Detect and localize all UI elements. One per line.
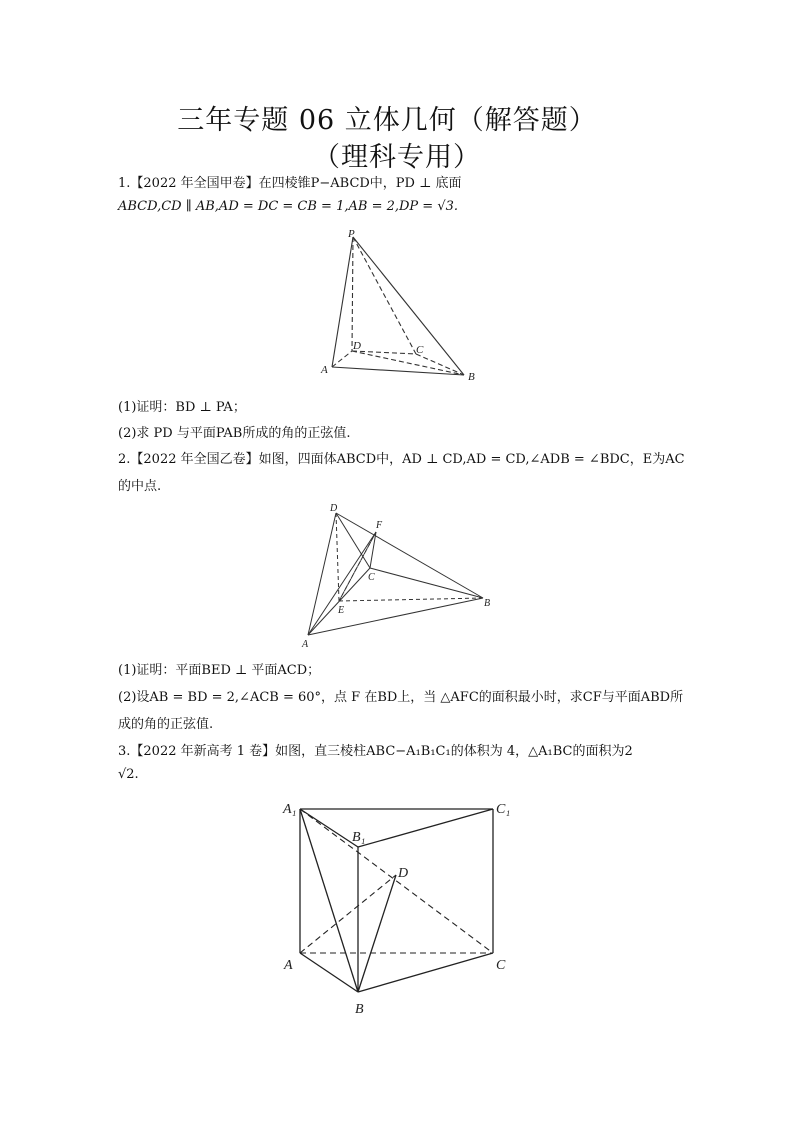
q3-stem-line1: 3.【2022 年新高考 1 卷】如图，直三棱柱ABC−A₁B₁C₁的体积为 4，△A₁BC的面积为2 xyxy=(118,744,633,759)
q2-stem-line2: 的中点. xyxy=(118,479,162,494)
q2-sub1: (1)证明：平面BED ⊥ 平面ACD； xyxy=(118,663,321,678)
label-B: B xyxy=(484,598,491,609)
edge-A1C xyxy=(300,809,493,953)
edge-CB xyxy=(370,568,483,598)
edge-AB xyxy=(332,367,464,375)
label-B: B xyxy=(468,371,475,383)
q3-prism-figure xyxy=(278,795,528,1020)
label-C1: C₁ xyxy=(496,802,511,817)
q1-stem-line1: 1.【2022 年全国甲卷】在四棱锥P−ABCD中，PD ⊥ 底面 xyxy=(118,176,462,191)
edge-PC xyxy=(353,237,416,354)
q3-stem-line2: √2. xyxy=(118,767,139,782)
label-C: C xyxy=(496,958,506,973)
label-D: D xyxy=(398,866,409,881)
edge-AF xyxy=(308,532,376,635)
label-F: F xyxy=(376,520,383,531)
label-C: C xyxy=(416,344,424,356)
label-A: A xyxy=(302,639,309,650)
edge-AB xyxy=(300,953,358,992)
edge-DE xyxy=(336,513,339,601)
edge-A1B xyxy=(300,809,358,992)
edge-AD xyxy=(332,351,352,367)
label-A1: A₁ xyxy=(283,802,297,817)
edge-EB xyxy=(339,598,483,601)
edge-BD xyxy=(358,875,396,992)
edge-DB xyxy=(336,513,483,598)
q1-pyramid-figure xyxy=(318,225,484,383)
edge-AD xyxy=(300,875,396,953)
label-D: D xyxy=(353,340,361,352)
edge-CD xyxy=(336,513,370,568)
q1-sub1: (1)证明：BD ⊥ PA； xyxy=(118,400,246,415)
edge-B1C1 xyxy=(358,809,493,847)
q2-sub2-cont: 成的角的正弦值. xyxy=(118,717,214,732)
edge-PA xyxy=(332,237,353,367)
label-B: B xyxy=(355,1002,364,1017)
label-C: C xyxy=(368,572,375,583)
q2-stem-line1: 2.【2022 年全国乙卷】如图，四面体ABCD中，AD ⊥ CD,AD = CD,∠ADB = ∠BDC，E为AC xyxy=(118,452,685,467)
label-P: P xyxy=(348,228,355,240)
q2-tetrahedron-figure xyxy=(298,498,498,650)
edge-BC xyxy=(358,953,493,992)
label-B1: B₁ xyxy=(352,830,366,845)
edge-CA xyxy=(308,568,370,635)
label-D: D xyxy=(330,503,338,514)
edge-A1B1 xyxy=(300,809,358,847)
edge-DA xyxy=(308,513,336,635)
label-E: E xyxy=(338,605,345,616)
edge-PD xyxy=(352,237,353,351)
edge-CB xyxy=(416,354,464,375)
page-title: 三年专题 06 立体几何（解答题） xyxy=(177,105,597,136)
page-subtitle: （理科专用） xyxy=(313,142,481,173)
label-A: A xyxy=(284,958,293,973)
label-A: A xyxy=(321,364,328,376)
edge-AB xyxy=(308,598,483,635)
q1-sub2: (2)求 PD 与平面PAB所成的角的正弦值. xyxy=(118,426,351,441)
q2-sub2: (2)设AB = BD = 2,∠ACB = 60°，点 F 在BD上，当 △AFC的面积最小时，求CF与平面ABD所 xyxy=(118,690,684,705)
q1-stem-line2: ABCD,CD ∥ AB,AD = DC = CB = 1,AB = 2,DP = √3. xyxy=(118,199,459,214)
